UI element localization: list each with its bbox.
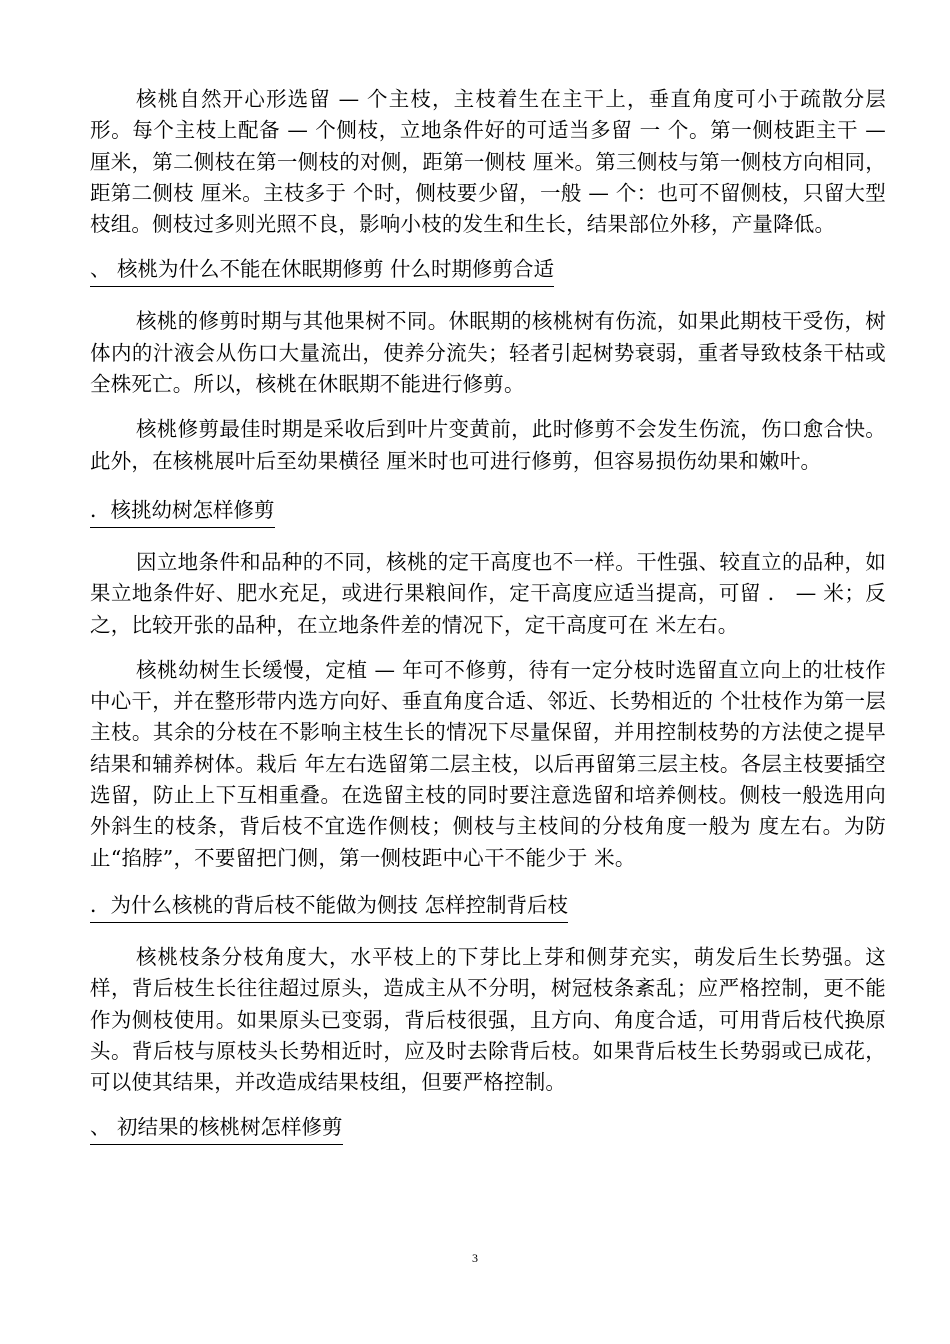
heading-early-fruiting-pruning: 、 初结果的核桃树怎样修剪 [90,1112,343,1145]
paragraph-best-pruning-time: 核桃修剪最佳时期是采收后到叶片变黄前，此时修剪不会发生伤流，伤口愈合快。此外，在核桃展叶后至幼果横径 厘米时也可进行修剪，但容易损伤幼果和嫩叶。 [90,417,886,473]
heading-back-branches: ．为什么核桃的背后枝不能做为侧技 怎样控制背后枝 [90,890,568,923]
paragraph-back-branch-control: 核桃枝条分枝角度大，水平枝上的下芽比上芽和侧芽充实，萌发后生长势强。这样，背后枝生长往往超过原头，造成主从不分明，树冠枝条紊乱；应严格控制，更不能作为侧枝使用。如果原头已变弱，背后枝很强，且方向、角度合适，可用背后枝代换原头。背后枝与原枝头长势相近时，应及时去除背后枝。如果背后枝生长势弱或已成花，可以使其结果，并改造成结果枝组，但要严格控制。 [90,944,886,1095]
document-page [90,84,886,1145]
heading-dormancy-pruning: 、 核桃为什么不能在休眠期修剪 什么时期修剪合适 [90,254,554,287]
paragraph-trunk-height: 因立地条件和品种的不同，核桃的定干高度也不一样。干性强、较直立的品种，如果立地条件好、肥水充足，或进行果粮间作，定干高度应适当提高，可留 ． — 米；反之，比较开张的品种，在立地条件差的情况下，定干高度可在 米左右。 [90,549,886,637]
page-number: 3 [472,1251,478,1265]
heading-young-tree-pruning: ．核挑幼树怎样修剪 [90,495,275,528]
paragraph-pruning-period: 核桃的修剪时期与其他果树不同。休眠期的核桃树有伤流，如果此期枝干受伤，树体内的汁液会从伤口大量流出，使养分流失；轻者引起树势衰弱，重者导致枝条干枯或全株死亡。所以，核桃在休眠期不能进行修剪。 [90,309,886,397]
paragraph-main-branches: 核桃自然开心形选留 — 个主枝，主枝着生在主干上，垂直角度可小于疏散分层形。每个主枝上配备 — 个侧枝，立地条件好的可适当多留 一 个。第一侧枝距主干 — 厘米，第二侧枝在第一侧枝的对侧，距第一侧枝 厘米。第三侧枝与第一侧枝方向相同，距第二侧枝 厘米。主枝多于 个时，侧枝要少留，一般 — 个：也可不留侧枝，只留大型枝组。侧枝过多则光照不良，影响小枝的发生和生长，结果部位外移，产量降低。 [90,87,886,237]
paragraph-young-tree-growth: 核桃幼树生长缓慢，定植 — 年可不修剪，待有一定分枝时选留直立向上的壮枝作中心干，并在整形带内选方向好、垂直角度合适、邻近、长势相近的 个壮枝作为第一层主枝。其余的分枝在不影响主枝生长的情况下尽量保留，并用控制枝势的方法使之提早结果和辅养树体。栽后 年左右选留第二层主枝，以后再留第三层主枝。各层主枝要插空选留，防止上下互相重叠。在选留主枝的同时要注意选留和培养侧枝。侧枝一般选用向外斜生的枝条，背后枝不宜选作侧枝；侧枝与主枝间的分枝角度一般为 度左右。为防止“掐脖”，不要留把门侧，第一侧枝距中心干不能少于 米。 [90,657,886,870]
